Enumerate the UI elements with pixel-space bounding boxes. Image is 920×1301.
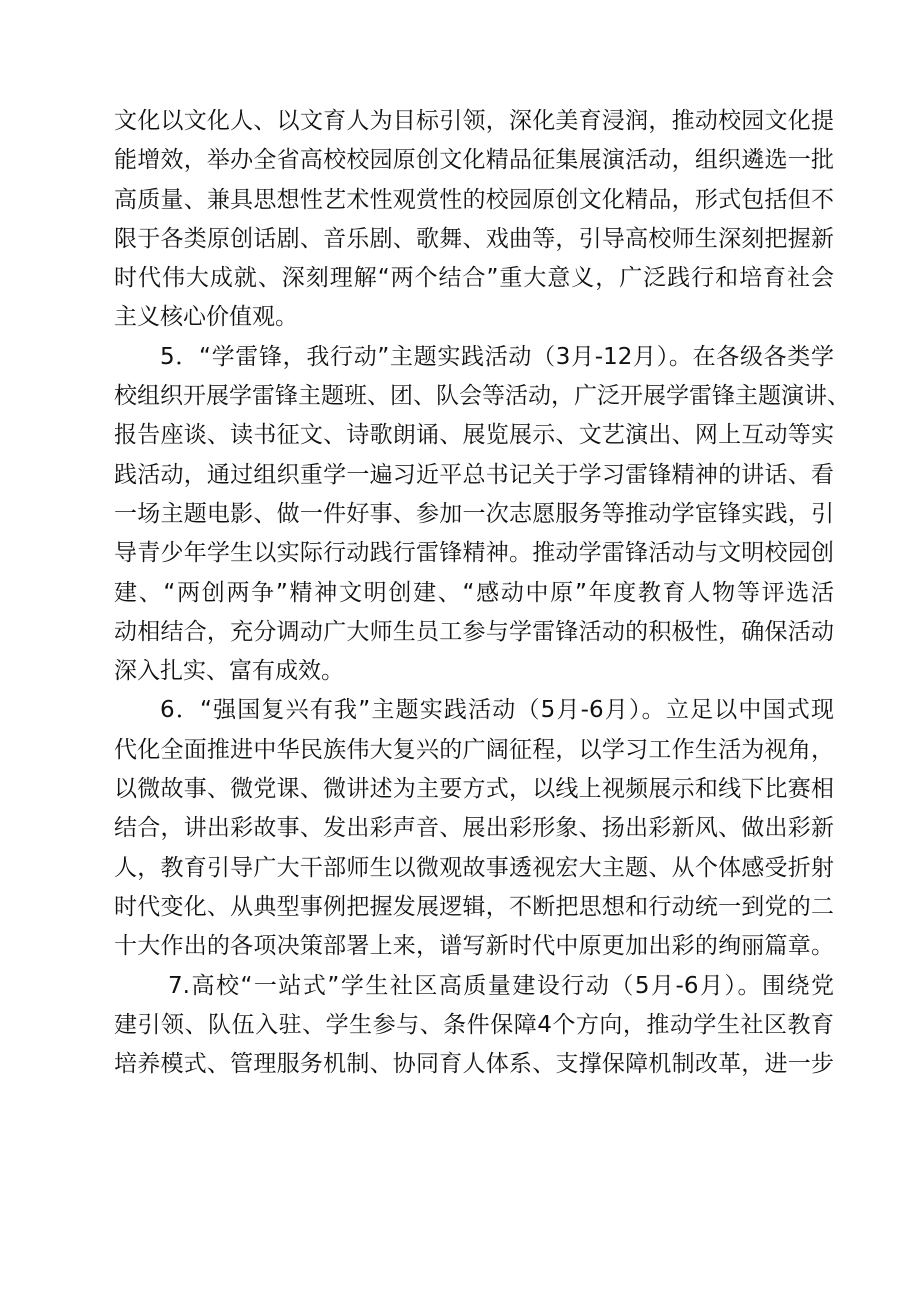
text-line: 能增效，举办全省高校校园原创文化精品征集展演活动，组织遴选一批 — [114, 147, 834, 174]
text-line: 文化以文化人、以文育人为目标引领，深化美育浸润，推动校园文化提 — [114, 108, 834, 134]
section-6-first-line: 6．“强国复兴有我”主题实践活动（5月-6月）。立足以中国式现 — [160, 697, 834, 724]
body-text — [114, 102, 850, 1084]
text-line: 深入扎实、富有成效。 — [114, 658, 344, 685]
text-line: 动相结合，充分调动广大师生员工参与学雷锋活动的积极性，确保活动 — [114, 618, 834, 645]
text-line: 代化全面推进中华民族伟大复兴的广阔征程，以学习工作生活为视角， — [114, 736, 834, 763]
text-line: 践活动，通过组织重学一遍习近平总书记关于学习雷锋精神的讲话、看 — [114, 461, 834, 488]
section-7-first-line: 7.高校“一站式”学生社区高质量建设行动（5月-6月）。围绕党 — [168, 972, 834, 999]
section-5-first-line: 5．“学雷锋，我行动”主题实践活动（3月-12月）。在各级各类学 — [160, 343, 834, 370]
text-line: 建、“两创两争”精神文明创建、“感动中原”年度教育人物等评选活 — [114, 579, 834, 606]
text-line: 报告座谈、读书征文、诗歌朗诵、展览展示、文艺演出、网上互动等实 — [114, 422, 834, 449]
text-line: 以微故事、微党课、微讲述为主要方式，以线上视频展示和线下比赛相 — [114, 776, 834, 803]
text-line: 建引领、队伍入驻、学生参与、条件保障4个方向，推动学生社区教育 — [114, 1011, 834, 1038]
text-line: 一场主题电影、做一件好事、参加一次志愿服务等推动学宦锋实践，引 — [114, 500, 834, 527]
text-line: 时代变化、从典型事例把握发展逻辑，不断把思想和行动统一到党的二 — [114, 893, 834, 920]
text-line: 主义核心价值观。 — [114, 304, 298, 331]
text-line: 结合，讲出彩故事、发出彩声音、展出彩形象、扬出彩新风、做出彩新 — [114, 815, 834, 842]
text-line: 校组织开展学雷锋主题班、团、队会等活动，广泛开展学雷锋主题演讲、 — [114, 383, 850, 410]
text-line: 高质量、兼具思想性艺术性观赏性的校园原创文化精品，形式包括但不 — [114, 186, 834, 213]
text-line: 人，教育引导广大干部师生以微观故事透视宏大主题、从个体感受折射 — [114, 854, 834, 881]
text-line: 培养模式、管理服务机制、协同育人体系、支撑保障机制改革，进一步 — [114, 1051, 834, 1078]
text-line: 时代伟大成就、深刻理解“两个结合”重大意义，广泛践行和培育社会 — [114, 265, 834, 292]
text-line: 十大作出的各项决策部署上来，谱写新时代中原更加出彩的绚丽篇章。 — [114, 933, 834, 960]
text-line: 导青少年学生以实际行动践行雷锋精神。推动学雷锋活动与文明校园创 — [114, 540, 834, 567]
text-line: 限于各类原创话剧、音乐剧、歌舞、戏曲等，引导高校师生深刻把握新 — [114, 225, 834, 252]
